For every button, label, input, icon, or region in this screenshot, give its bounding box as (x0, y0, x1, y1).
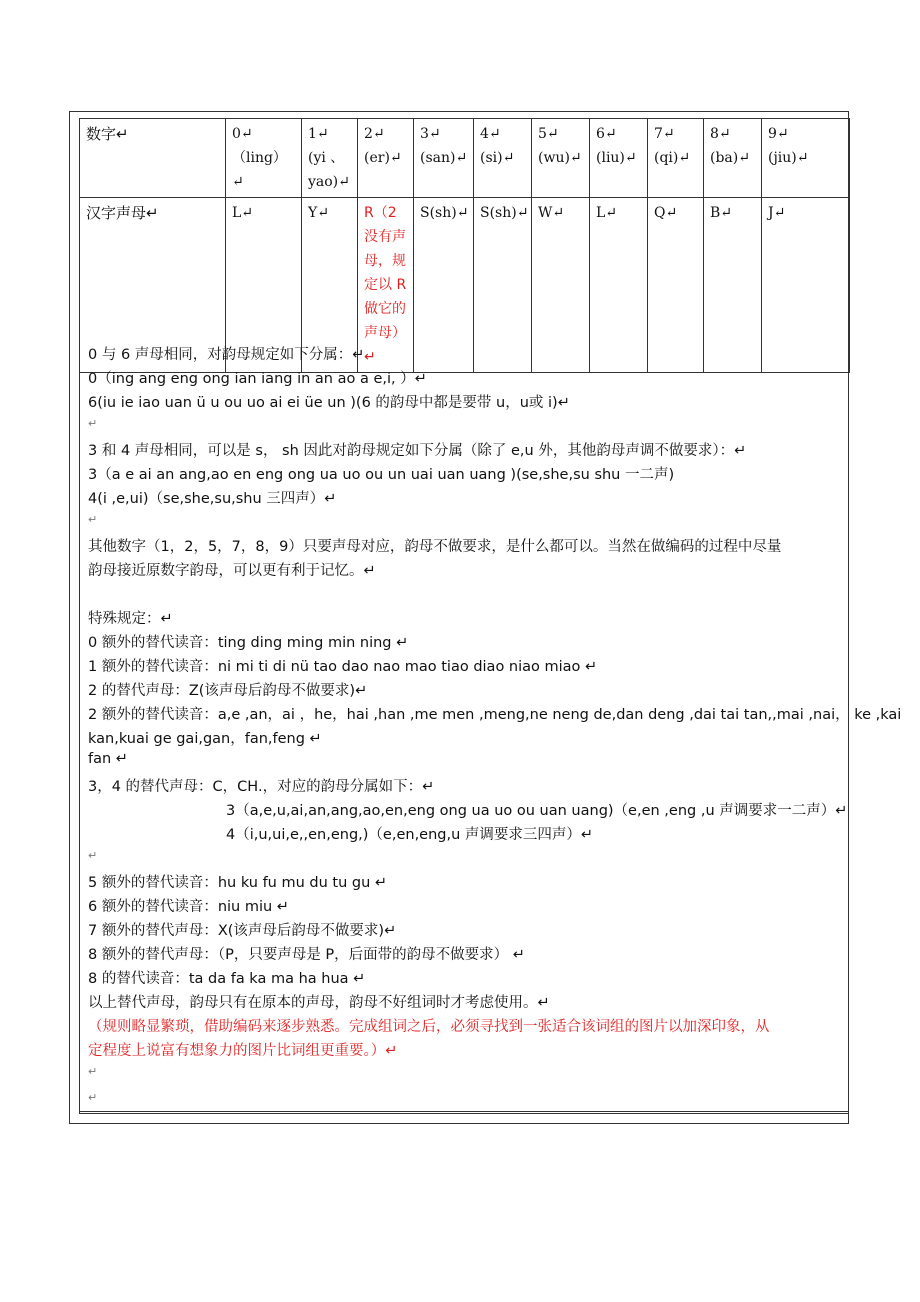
note-line: ↵ (88, 849, 98, 862)
digit-number: 2↵ (364, 126, 385, 142)
digit-cell-4 (474, 119, 532, 198)
initial-cell-6: L↵ (590, 198, 648, 373)
initial-cell-3: S(sh)↵ (414, 198, 474, 373)
note-line: ↵ (88, 513, 98, 526)
digit-reading: (er)↵ (364, 150, 402, 166)
initial-cell-1: Y↵ (302, 198, 358, 373)
note-line: fan ↵ (88, 751, 128, 767)
note-line: 4(i ,e,ui)（se,she,su,shu 三四声）↵ (88, 491, 337, 507)
digit-number: 0↵ (232, 126, 253, 142)
note-line: 特殊规定：↵ (88, 611, 173, 627)
note-line: 8 额外的替代声母：（P，只要声母是 P，后面带的韵母不做要求） ↵ (88, 947, 525, 963)
note-line: 其他数字（1，2，5，7，8，9）只要声母对应，韵母不做要求，是什么都可以。当然在做编码的过程中尽量 (88, 539, 782, 555)
digit-number: 7↵ (654, 126, 675, 142)
digit-reading: (liu)↵ (596, 150, 637, 166)
note-line-red: 定程度上说富有想象力的图片比词组更重要。）↵ (88, 1043, 398, 1059)
note-line: 0 与 6 声母相同，对韵母规定如下分属：↵ (88, 347, 365, 363)
note-line: 6 额外的替代读音：niu miu ↵ (88, 899, 289, 915)
note-line: 3 和 4 声母相同，可以是 s， sh 因此对韵母规定如下分属（除了 e,u 外，其他韵母声调不做要求）：↵ (88, 443, 747, 459)
note-line: 3，4 的替代声母：C，CH.，对应的韵母分属如下：↵ (88, 779, 435, 795)
digit-number: 1↵ (308, 126, 329, 142)
note-line: ↵ (88, 1065, 98, 1078)
initial-cell-5: W↵ (532, 198, 590, 373)
note-line: ↵ (88, 417, 98, 430)
note-line: 5 额外的替代读音：hu ku fu mu du tu gu ↵ (88, 875, 388, 891)
digit-cell-5 (532, 119, 590, 198)
note-line: ↵ (88, 1091, 98, 1104)
digit-reading: (jiu)↵ (768, 150, 809, 166)
digit-reading: (si)↵ (480, 150, 515, 166)
digits-row (80, 119, 850, 198)
note-line: 1 额外的替代读音：ni mi ti di nü tao dao nao mao tiao diao niao miao ↵ (88, 659, 598, 675)
initial-cell-9: J↵ (762, 198, 850, 373)
bottom-rule (79, 1111, 849, 1112)
row-label-initials: 汉字声母↵ (80, 198, 226, 373)
digit-reading: （ling）↵ (232, 150, 287, 190)
initial-cell-4: S(sh)↵ (474, 198, 532, 373)
digit-reading: (yi 、yao)↵ (308, 150, 350, 190)
digit-number: 8↵ (710, 126, 731, 142)
note-line: 3（a e ai an ang,ao en eng ong ua uo ou un uai uan uang )(se,she,su shu 一二声) (88, 467, 675, 483)
note-line: 7 额外的替代声母：X(该声母后韵母不做要求)↵ (88, 923, 397, 939)
digit-cell-7 (648, 119, 704, 198)
note-line: kan,kuai ge gai,gan，fan,feng ↵ (88, 731, 322, 747)
note-line: 以上替代声母，韵母只有在原本的声母，韵母不好组词时才考虑使用。↵ (88, 995, 550, 1011)
digit-cell-1 (302, 119, 358, 198)
note-line: 0（ing ang eng ong ian iang in an ao a e,i, ）↵ (88, 371, 427, 387)
digit-number: 4↵ (480, 126, 501, 142)
digit-cell-2 (358, 119, 414, 198)
note-line-red: （规则略显繁琐，借助编码来逐步熟悉。完成组词之后，必须寻找到一张适合该词组的图片以加深印象，从 (88, 1019, 770, 1035)
initial-cell-7: Q↵ (648, 198, 704, 373)
note-line: 韵母接近原数字韵母，可以更有利于记忆。↵ (88, 563, 376, 579)
note-line: 2 的替代声母：Z(该声母后韵母不做要求)↵ (88, 683, 368, 699)
initial-cell-2: R（2没有声母，规定以 R 做它的声母）↵ (358, 198, 414, 373)
note-line: 4（i,u,ui,e,,en,eng,)（e,en,eng,u 声调要求三四声）↵ (226, 827, 594, 843)
digit-reading: (ba)↵ (710, 150, 750, 166)
digit-number: 6↵ (596, 126, 617, 142)
digit-cell-0 (226, 119, 302, 198)
digit-number: 9↵ (768, 126, 789, 142)
note-line: 6(iu ie iao uan ü u ou uo ai ei üe un )(6 的韵母中都是要带 u，u或 i)↵ (88, 395, 570, 411)
digit-number: 5↵ (538, 126, 559, 142)
digit-table (79, 118, 850, 373)
digit-cell-9 (762, 119, 850, 198)
digit-cell-8 (704, 119, 762, 198)
digit-cell-3 (414, 119, 474, 198)
note-line: 8 的替代读音：ta da fa ka ma ha hua ↵ (88, 971, 366, 987)
row-label-digits: 数字↵ (80, 119, 226, 198)
digit-reading: (san)↵ (420, 150, 468, 166)
digit-reading: (qi)↵ (654, 150, 691, 166)
digit-cell-6 (590, 119, 648, 198)
digit-number: 3↵ (420, 126, 441, 142)
note-line: 0 额外的替代读音：ting ding ming min ning ↵ (88, 635, 409, 651)
initial-cell-0: L↵ (226, 198, 302, 373)
note-line: 2 额外的替代读音：a,e ,an，ai ，he，hai ,han ,me men ,meng,ne neng de,dan deng ,dai tai tan,,mai ,nai， ke ,kai (88, 707, 902, 723)
initial-cell-8: B↵ (704, 198, 762, 373)
note-line: 3（a,e,u,ai,an,ang,ao,en,eng ong ua uo ou uan uang)（e,en ,eng ,u 声调要求一二声）↵ (226, 803, 848, 819)
digit-reading: (wu)↵ (538, 150, 582, 166)
